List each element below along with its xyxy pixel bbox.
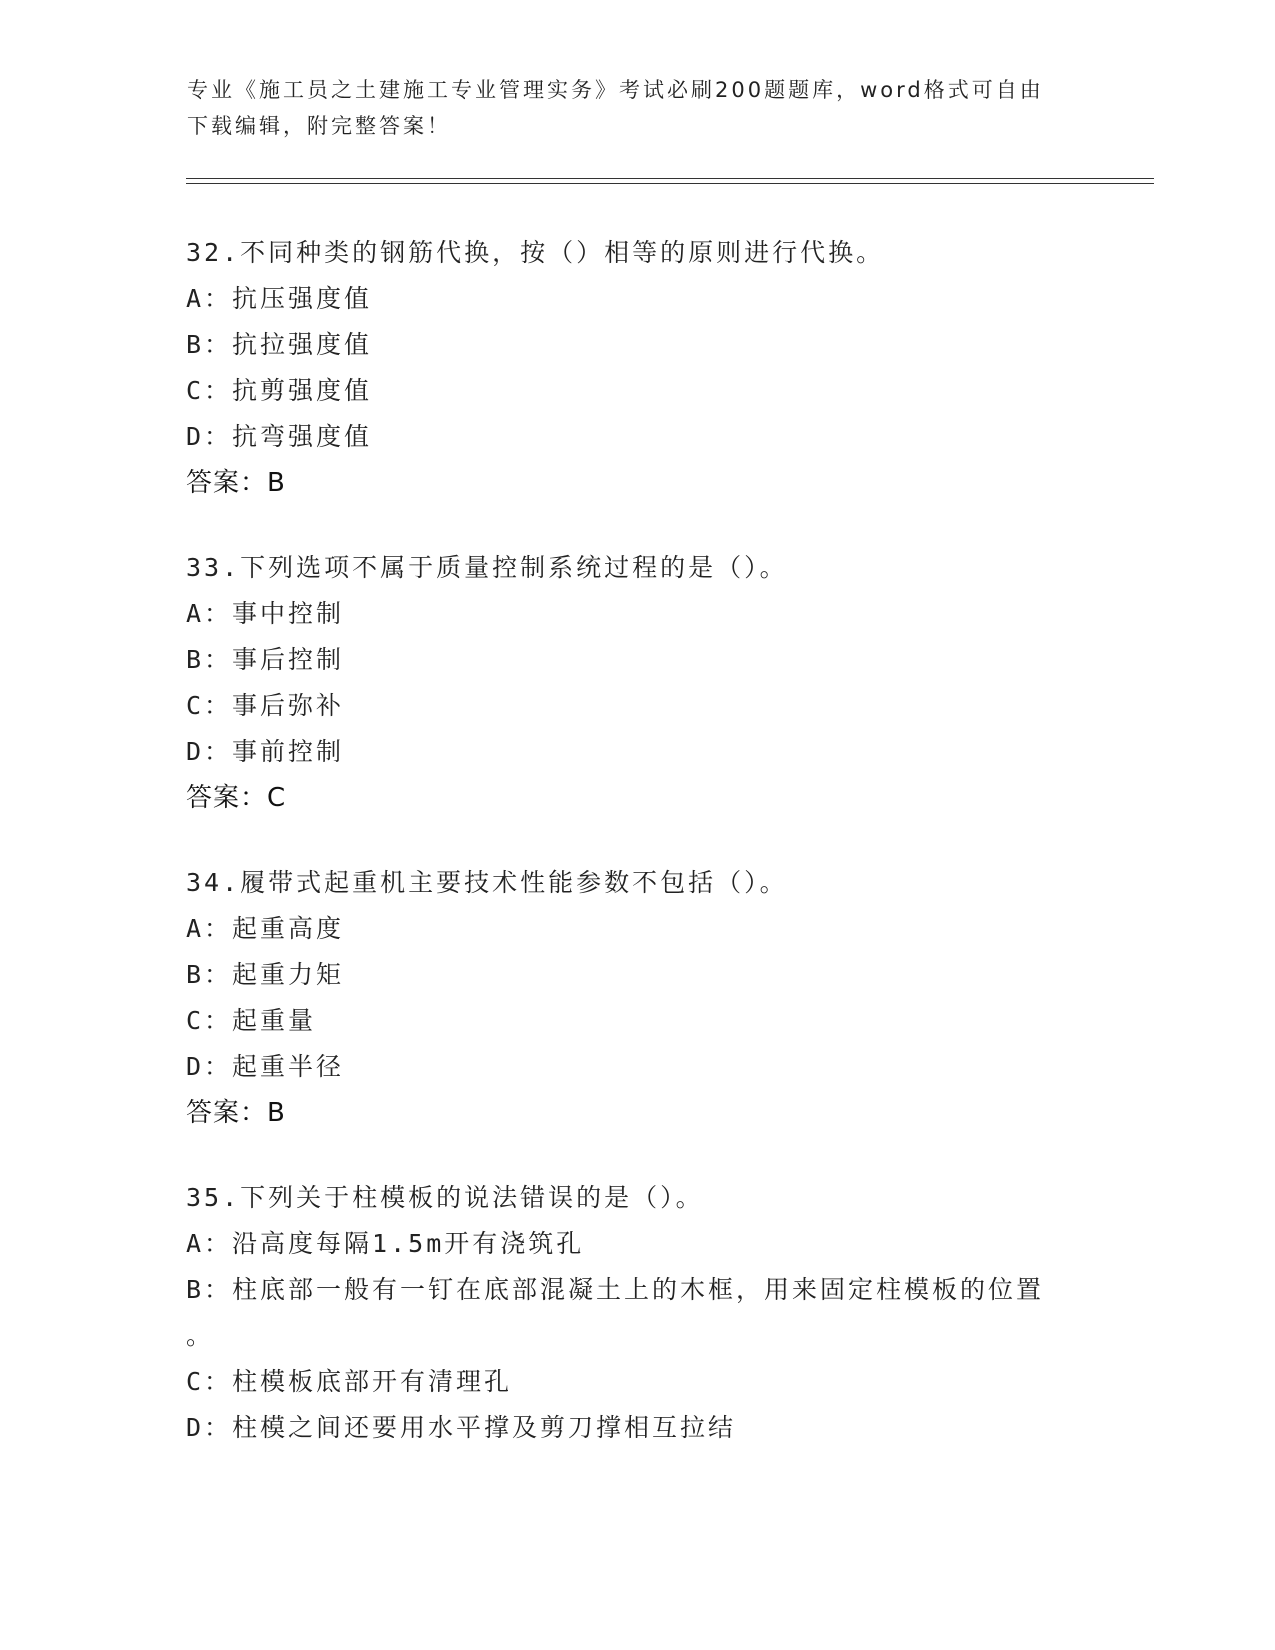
- question-stem: 34.履带式起重机主要技术性能参数不包括（）。: [186, 868, 788, 897]
- option-d: D：起重半径: [186, 1052, 345, 1081]
- option-d: D：事前控制: [186, 737, 345, 766]
- option-c: C：抗剪强度值: [186, 376, 373, 405]
- question-stem: 32.不同种类的钢筋代换，按（）相等的原则进行代换。: [186, 238, 885, 267]
- option-c: C：柱模板底部开有清理孔: [186, 1367, 513, 1396]
- header-line-2: 下载编辑，附完整答案！: [187, 114, 451, 138]
- option-b: B：柱底部一般有一钉在底部混凝土上的木框，用来固定柱模板的位置: [186, 1275, 1045, 1304]
- question-stem: 35.下列关于柱模板的说法错误的是（）。: [186, 1183, 704, 1212]
- option-d: D：抗弯强度值: [186, 422, 373, 451]
- option-b: B：抗拉强度值: [186, 330, 373, 359]
- answer: 答案：B: [186, 468, 286, 498]
- option-a: A：抗压强度值: [186, 284, 373, 313]
- header-divider: [186, 178, 1154, 184]
- option-b: B：事后控制: [186, 645, 345, 674]
- header-line-1: 专业《施工员之土建施工专业管理实务》考试必刷200题题库，word格式可自由: [187, 78, 1044, 102]
- option-d: D：柱模之间还要用水平撑及剪刀撑相互拉结: [186, 1413, 737, 1442]
- option-a: A：事中控制: [186, 599, 345, 628]
- document-header: [187, 72, 1087, 144]
- option-a: A：起重高度: [186, 914, 345, 943]
- option-a: A：沿高度每隔1.5m开有浇筑孔: [186, 1229, 585, 1258]
- option-b: B：起重力矩: [186, 960, 345, 989]
- question-35: [186, 1175, 1086, 1451]
- answer: 答案：B: [186, 1098, 286, 1128]
- question-33: [186, 545, 1086, 821]
- question-32: [186, 230, 1086, 506]
- option-c: C：事后弥补: [186, 691, 345, 720]
- answer: 答案：C: [186, 783, 287, 813]
- option-c: C：起重量: [186, 1006, 317, 1035]
- option-b-continuation: 。: [186, 1321, 212, 1350]
- question-stem: 33.下列选项不属于质量控制系统过程的是（）。: [186, 553, 788, 582]
- question-34: [186, 860, 1086, 1136]
